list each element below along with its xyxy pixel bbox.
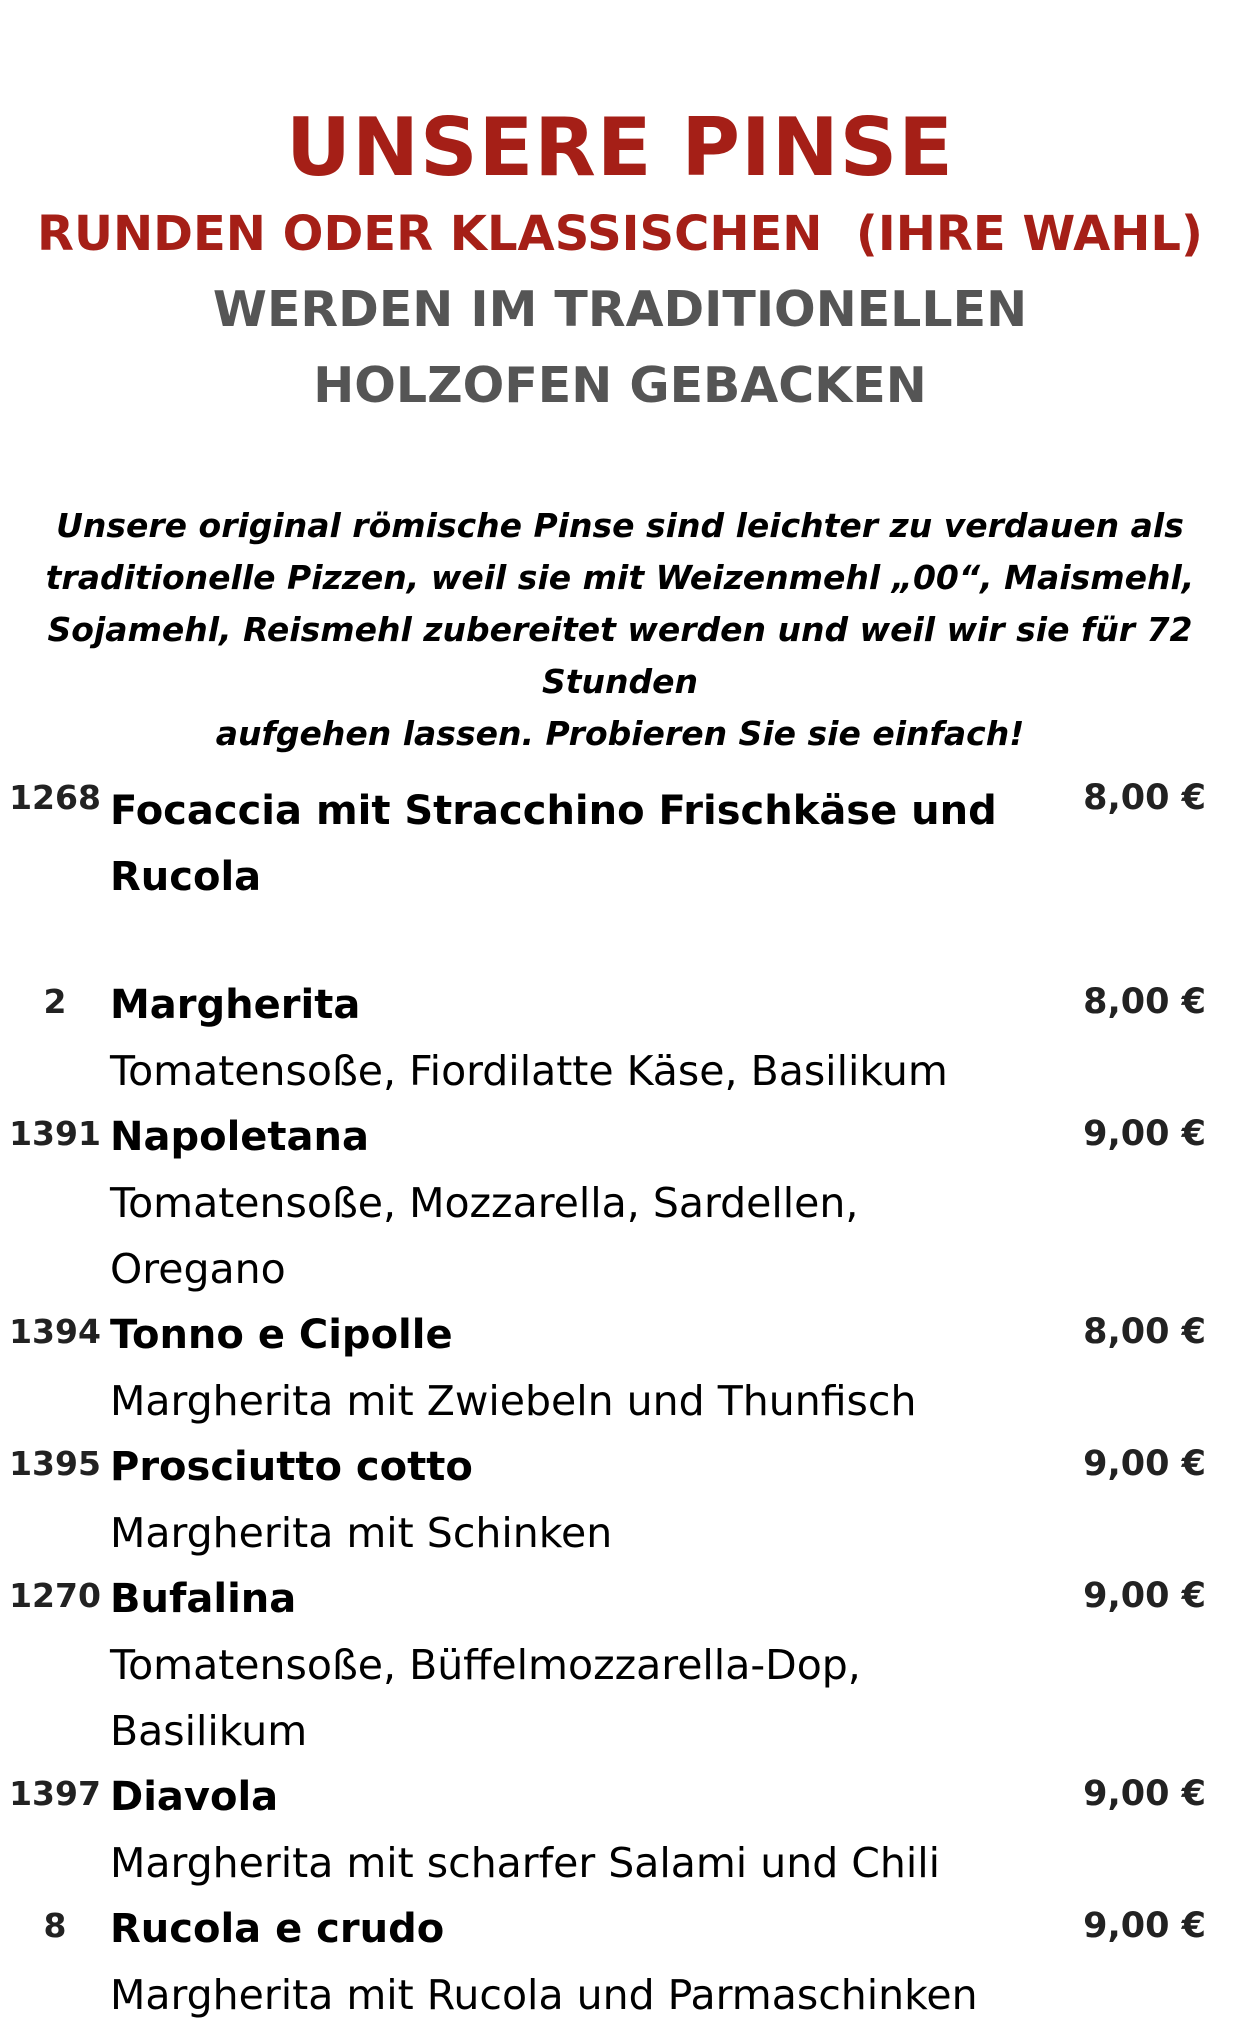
page-title: UNSERE PINSE bbox=[286, 101, 954, 194]
item-number: 1395 bbox=[9, 1444, 101, 1483]
menu-item bbox=[0, 1302, 1240, 1434]
menu-item bbox=[0, 1566, 1240, 1764]
item-number: 1394 bbox=[9, 1312, 101, 1351]
item-body bbox=[110, 1434, 1240, 1566]
page-tagline: WERDEN IM TRADITIONELLEN HOLZOFEN GEBACKEN bbox=[212, 281, 1028, 414]
intro-line: traditionelle Pizzen, weil sie mit Weizenmehl „00“, Maismehl, bbox=[45, 558, 1195, 597]
item-name: Rucola e crudo bbox=[110, 1906, 445, 1952]
item-number: 1397 bbox=[9, 1774, 101, 1813]
item-price: 8,00 € bbox=[1083, 778, 1206, 818]
menu-item bbox=[0, 778, 1240, 910]
menu-item bbox=[0, 1104, 1240, 1302]
item-number: 1391 bbox=[9, 1114, 101, 1153]
item-body bbox=[110, 1764, 1240, 1896]
item-body bbox=[110, 1302, 1240, 1434]
item-name: Napoletana bbox=[110, 1114, 370, 1160]
item-body bbox=[110, 778, 1240, 910]
item-body bbox=[110, 972, 1240, 1104]
item-body bbox=[110, 1896, 1240, 2028]
item-description: Margherita mit Zwiebeln und Thunfisch bbox=[110, 1377, 917, 1425]
item-price: 9,00 € bbox=[1083, 1576, 1206, 1616]
menu-list bbox=[0, 778, 1240, 2028]
item-name: Bufalina bbox=[110, 1576, 297, 1622]
intro-line: Sojamehl, Reismehl zubereitet werden und weil wir sie für 72 Stunden bbox=[47, 610, 1193, 701]
item-price: 8,00 € bbox=[1083, 1312, 1206, 1352]
intro-line: aufgehen lassen. Probieren Sie sie einfach! bbox=[215, 714, 1025, 753]
item-number: 8 bbox=[43, 1906, 67, 1945]
item-description: Tomatensoße, Büffelmozzarella-Dop, Basilikum bbox=[110, 1641, 861, 1755]
menu-header bbox=[0, 100, 1240, 424]
item-price: 9,00 € bbox=[1083, 1444, 1206, 1484]
item-description: Tomatensoße, Mozzarella, Sardellen, Oregano bbox=[110, 1179, 859, 1293]
item-description: Tomatensoße, Fiordilatte Käse, Basilikum bbox=[110, 1047, 948, 1095]
intro-line: Unsere original römische Pinse sind leichter zu verdauen als bbox=[56, 506, 1184, 545]
item-number: 1270 bbox=[9, 1576, 101, 1615]
item-description: Margherita mit scharfer Salami und Chili bbox=[110, 1839, 941, 1887]
menu-item bbox=[0, 1434, 1240, 1566]
item-price: 9,00 € bbox=[1083, 1906, 1206, 1946]
item-name: Diavola bbox=[110, 1774, 279, 1820]
item-body bbox=[110, 1104, 1240, 1302]
intro-text bbox=[0, 500, 1240, 760]
item-price: 9,00 € bbox=[1083, 1774, 1206, 1814]
menu-item bbox=[0, 1896, 1240, 2028]
item-price: 9,00 € bbox=[1083, 1114, 1206, 1154]
menu-item bbox=[0, 972, 1240, 1104]
item-price: 8,00 € bbox=[1083, 982, 1206, 1022]
item-name: Prosciutto cotto bbox=[110, 1444, 473, 1490]
menu-item bbox=[0, 1764, 1240, 1896]
item-name: Margherita bbox=[110, 982, 361, 1028]
item-description: Margherita mit Rucola und Parmaschinken bbox=[110, 1971, 978, 2019]
item-name: Focaccia mit Stracchino Frischkäse und Rucola bbox=[110, 788, 997, 900]
page-subtitle: RUNDEN ODER KLASSISCHEN (IHRE WAHL) bbox=[37, 206, 1203, 262]
item-number: 1268 bbox=[9, 778, 101, 817]
item-number: 2 bbox=[43, 982, 67, 1021]
item-name: Tonno e Cipolle bbox=[110, 1312, 453, 1358]
item-body bbox=[110, 1566, 1240, 1764]
item-description: Margherita mit Schinken bbox=[110, 1509, 613, 1557]
